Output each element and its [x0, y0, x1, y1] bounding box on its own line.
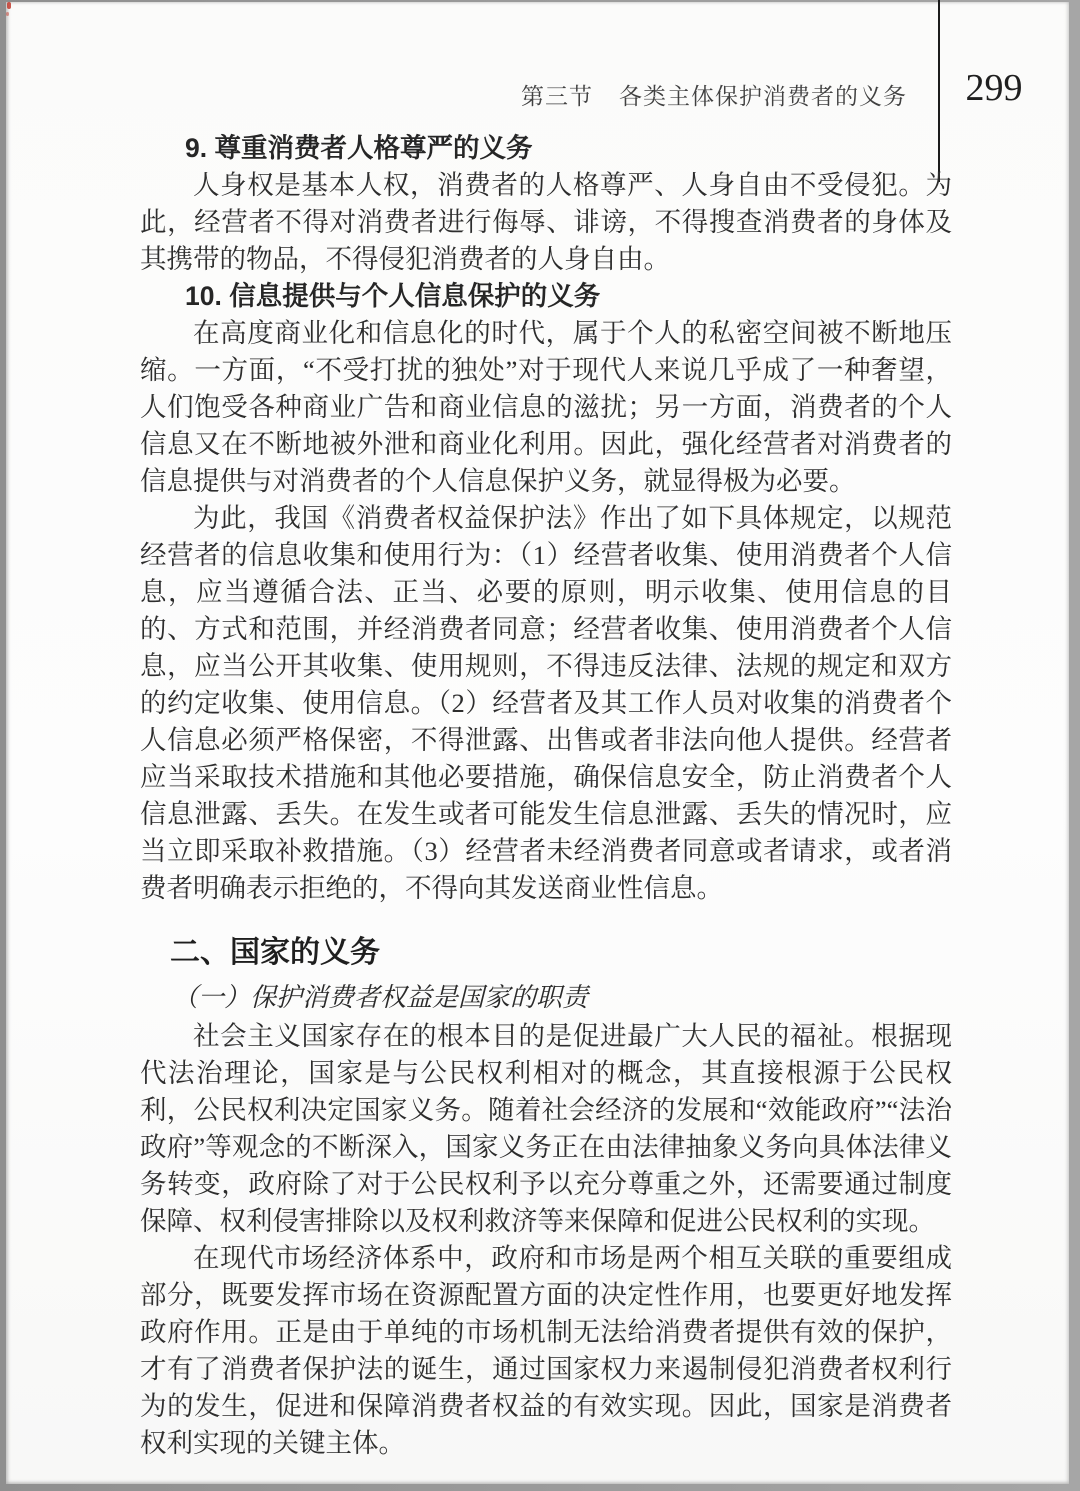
header-section-name: 各类主体保护消费者的义务: [619, 83, 907, 109]
page-number: 299: [965, 67, 1023, 109]
red-ink-speck: [7, 2, 11, 9]
paragraph-duty-10-rules: 为此，我国《消费者权益保护法》作出了如下具体规定，以规范经营者的信息收集和使用行为：（1）经营者收集、使用消费者个人信息，应当遵循合法、正当、必要的原则，明示收集、使用信息的目的、方式和范围，并经消费者同意；经营者收集、使用消费者个人信息，应当公开其收集、使用规则，不得违反法律、法规的规定和双方的约定收集、使用信息。（2）经营者及其工作人员对收集的消费者个人信息必须严格保密，不得泄露、出售或者非法向他人提供。经营者应当采取技术措施和其他必要措施，确保信息安全，防止消费者个人信息泄露、丢失。在发生或者可能发生信息泄露、丢失的情况时，应当立即采取补救措施。（3）经营者未经消费者同意或者请求，或者消费者明确表示拒绝的，不得向其发送商业性信息。: [140, 503, 952, 903]
header-section-label: 第三节: [521, 83, 593, 109]
heading-duty-10: 10. 信息提供与个人信息保护的义务: [185, 281, 601, 311]
paragraph-market-economy: 在现代市场经济体系中，政府和市场是两个相互关联的重要组成部分，既要发挥市场在资源配置方面的决定性作用，也要更好地发挥政府作用。正是由于单纯的市场机制无法给消费者提供有效的保护，才有了消费者保护法的诞生，通过国家权力来遏制侵犯消费者权利行为的发生，促进和保障消费者权益的有效实现。因此，国家是消费者权利实现的关键主体。: [140, 1243, 952, 1458]
paragraph-duty-10-intro: 在高度商业化和信息化的时代，属于个人的私密空间被不断地压缩。一方面，“不受打扰的独处”对于现代人来说几乎成了一种奢望，人们饱受各种商业广告和商业信息的滋扰；另一方面，消费者的个人信息又在不断地被外泄和商业化利用。因此，强化经营者对消费者的信息提供与对消费者的个人信息保护义务，就显得极为必要。: [140, 318, 952, 496]
paragraph-state-theory: 社会主义国家存在的根本目的是促进最广大人民的福祉。根据现代法治理论，国家是与公民权利相对的概念，其直接根源于公民权利，公民权利决定国家义务。随着社会经济的发展和“效能政府”“法治政府”等观念的不断深入，国家义务正在由法律抽象义务向具体法律义务转变，政府除了对于公民权利予以充分尊重之外，还需要通过制度保障、权利侵害排除以及权利救济等来保障和促进公民权利的实现。: [140, 1021, 952, 1236]
subheading-state-duty: （一）保护消费者权益是国家的职责: [172, 983, 589, 1012]
header-section-title: [521, 78, 907, 111]
running-header: [6, 67, 1069, 116]
page-surface: [6, 2, 1069, 1484]
heading-state-obligations: 二、国家的义务: [170, 936, 380, 969]
heading-duty-9: 9. 尊重消费者人格尊严的义务: [185, 133, 533, 163]
body-text: [140, 130, 952, 1462]
paragraph-duty-9: 人身权是基本人权，消费者的人格尊严、人身自由不受侵犯。为此，经营者不得对消费者进行侮辱、诽谤，不得搜查消费者的身体及其携带的物品，不得侵犯消费者的人身自由。: [140, 170, 952, 274]
red-ink-speck-small: [6, 12, 9, 16]
